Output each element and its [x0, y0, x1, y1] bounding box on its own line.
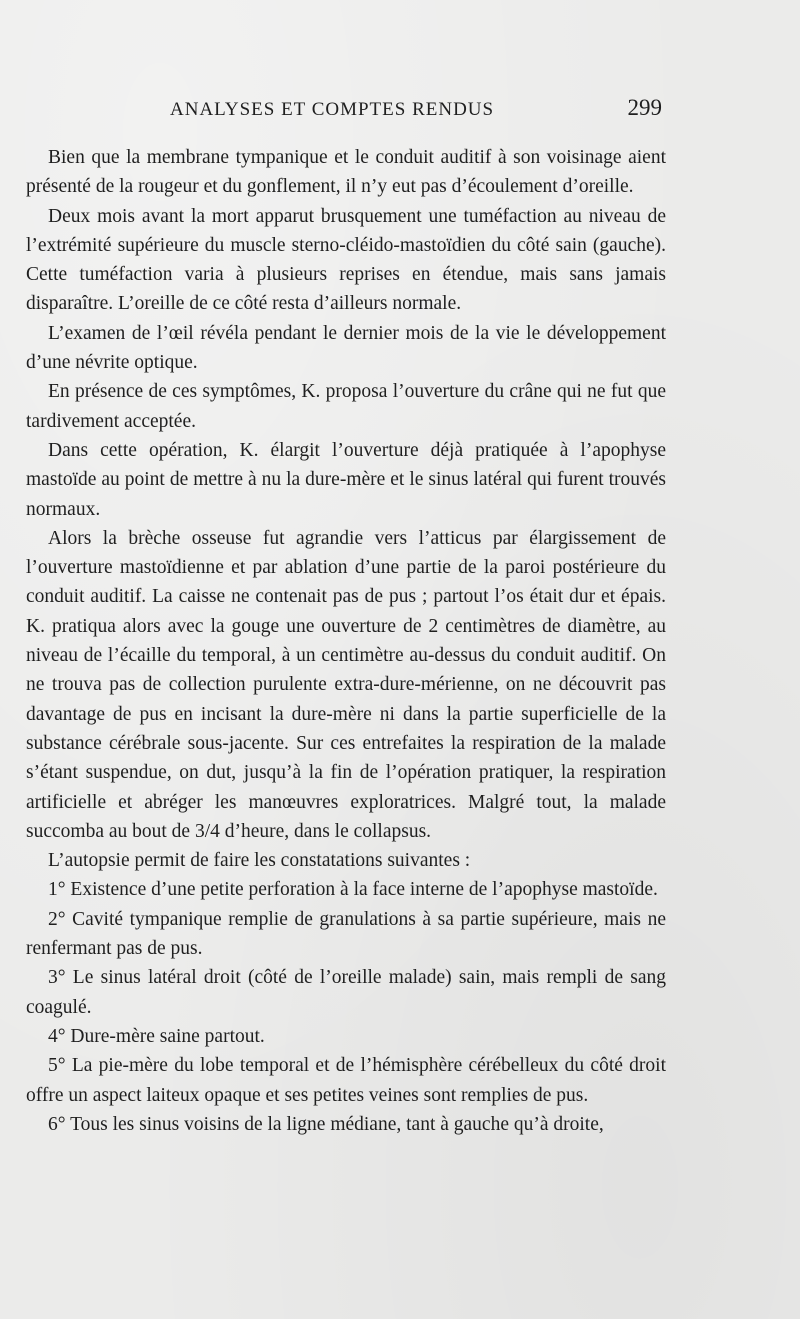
- paragraph: L’autopsie permit de faire les constatations suivantes :: [48, 850, 471, 872]
- list-item: 6° Tous les sinus voisins de la ligne médiane, tant à gauche qu’à droite,: [48, 1113, 604, 1135]
- paragraph: Alors la brèche osseuse fut agrandie vers l’atticus par élargissement de l’ouverture mastoïdienne et par ablation d’une partie de la paroi postérieure du conduit auditif. La caisse ne contenait pas de pus ; partout l’os était dur et épais. K. pratiqua alors avec la gouge une ouverture de 2 centimètres de diamètre, au niveau de l’écaille du temporal, à un centimètre au-dessus du conduit auditif. On ne trouva pas de collection purulente extra-dure-mérienne, on ne découvrit pas davantage de pus en incisant la dure-mère ni dans la partie superficielle de la substance cérébrale sous-jacente. Sur ces entrefaites la respiration de la malade s’étant suspendue, on dut, jusqu’à la fin de l’opération pratiquer, la respiration artificielle et abréger les manœuvres exploratrices. Malgré tout, la malade succomba au bout de 3/4 d’heure, dans le collapsus.: [26, 527, 666, 842]
- list-item: 2° Cavité tympanique remplie de granulations à sa partie supérieure, mais ne renfermant pas de pus.: [26, 908, 666, 960]
- paragraph: Dans cette opération, K. élargit l’ouverture déjà pratiquée à l’apophyse mastoïde au point de mettre à nu la dure-mère et le sinus latéral qui furent trouvés normaux.: [26, 439, 666, 520]
- running-head: ANALYSES ET COMPTES RENDUS: [170, 99, 495, 120]
- paragraph: Bien que la membrane tympanique et le conduit auditif à son voisinage aient présenté de la rougeur et du gonflement, il n’y eut pas d’écoulement d’oreille.: [26, 147, 666, 198]
- list-item: 4° Dure-mère saine partout.: [48, 1025, 265, 1047]
- list-item: 3° Le sinus latéral droit (côté de l’oreille malade) sain, mais rempli de sang coagulé.: [26, 967, 666, 1018]
- paragraph: L’examen de l’œil révéla pendant le dernier mois de la vie le développement d’une névrite optique.: [26, 322, 666, 374]
- page-header: [170, 95, 662, 129]
- list-item: 5° La pie-mère du lobe temporal et de l’hémisphère cérébelleux du côté droit offre un aspect laiteux opaque et ses petites veines sont remplies de pus.: [26, 1055, 666, 1106]
- body-text: [26, 143, 666, 1139]
- page-number: 299: [627, 95, 662, 120]
- paragraph: En présence de ces symptômes, K. proposa l’ouverture du crâne qui ne fut que tardivement acceptée.: [26, 381, 666, 432]
- list-item: 1° Existence d’une petite perforation à la face interne de l’apophyse mastoïde.: [48, 879, 658, 901]
- paragraph: Deux mois avant la mort apparut brusquement une tuméfaction au niveau de l’extrémité supérieure du muscle sterno-cléido-mastoïdien du côté sain (gauche). Cette tuméfaction varia à plusieurs reprises en étendue, mais sans jamais disparaître. L’oreille de ce côté resta d’ailleurs normale.: [26, 205, 666, 315]
